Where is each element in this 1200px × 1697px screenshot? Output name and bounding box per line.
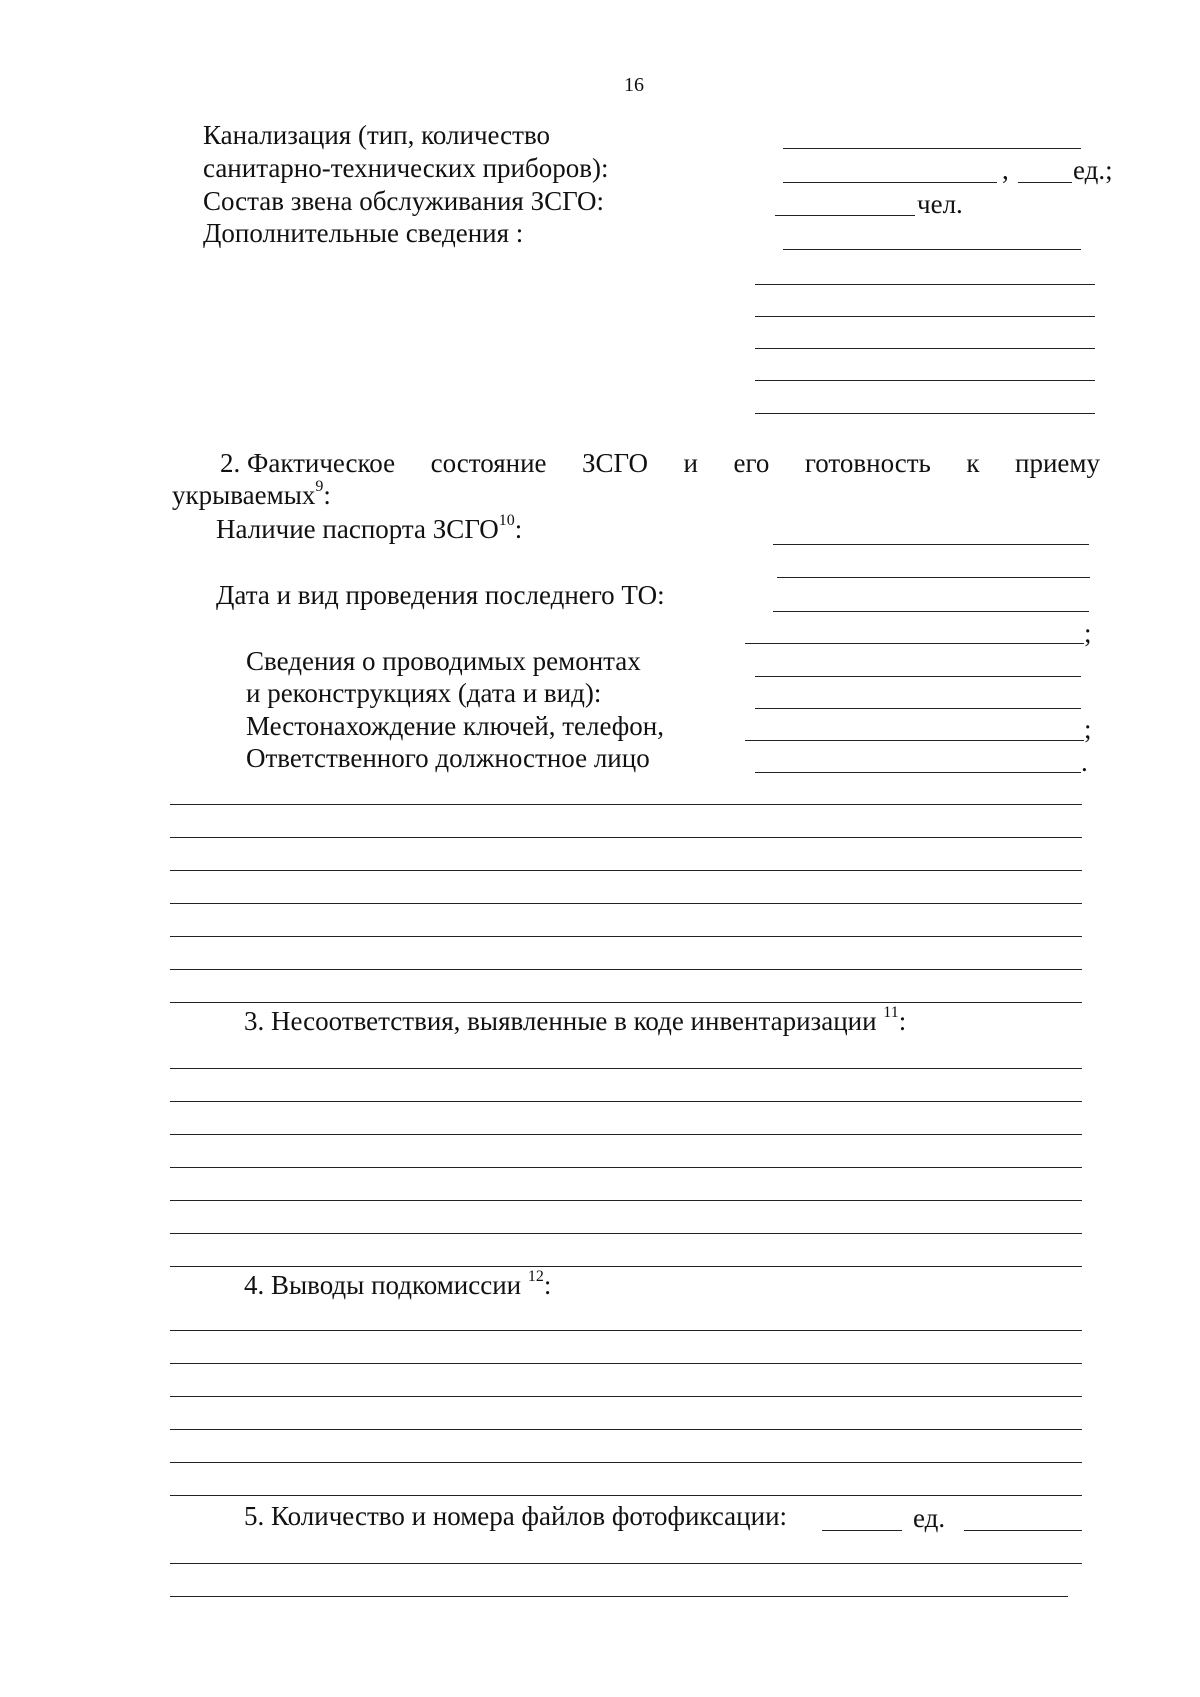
extra-info-blank[interactable]: [755, 348, 1095, 349]
section2-heading-word: ЗСГО: [582, 448, 648, 478]
sewer-comma: ,: [1002, 155, 1009, 185]
notes-line[interactable]: [170, 903, 1082, 904]
repairs-label-line1: Сведения о проводимых ремонтах: [246, 646, 641, 676]
sewer-label-line2: санитарно-технических приборов):: [203, 153, 609, 183]
section3-heading: [244, 1006, 906, 1036]
sewer-devices-blank[interactable]: [783, 182, 997, 183]
notes-line[interactable]: [170, 804, 1082, 805]
conclusions-line[interactable]: [170, 1429, 1082, 1430]
passport-colon: :: [514, 514, 523, 544]
mismatch-line[interactable]: [170, 1200, 1082, 1201]
section4-heading-text: 4. Выводы подкомиссии: [244, 1270, 522, 1300]
last-maintenance-blank[interactable]: [773, 611, 1089, 612]
footnote-ref: 9: [315, 478, 324, 495]
section3-heading-text: 3. Несоответствия, выявленные в коде инвентаризации: [244, 1006, 877, 1036]
responsible-person-blank[interactable]: [755, 772, 1081, 773]
passport-label: [216, 514, 522, 544]
notes-line[interactable]: [170, 936, 1082, 937]
notes-line[interactable]: [170, 1002, 1082, 1003]
extra-info-blank[interactable]: [783, 249, 1081, 250]
repairs-blank[interactable]: [755, 708, 1081, 709]
extra-info-blank[interactable]: [755, 316, 1095, 317]
notes-line[interactable]: [170, 837, 1082, 838]
mismatch-line[interactable]: [170, 1134, 1082, 1135]
keys-location-end: ;: [1084, 714, 1092, 744]
crew-unit: чел.: [917, 189, 963, 219]
section2-heading-word: к: [966, 448, 980, 478]
sewer-unit: ед.;: [1073, 155, 1113, 185]
mismatch-line[interactable]: [170, 1233, 1082, 1234]
passport-blank[interactable]: [773, 544, 1089, 545]
responsible-person-end: .: [1081, 747, 1088, 777]
footnote-ref: 12: [527, 1268, 544, 1285]
photo-count-blank[interactable]: [822, 1530, 902, 1531]
sewer-count-blank[interactable]: [1018, 182, 1072, 183]
repairs-label-line2: и реконструкциях (дата и вид):: [246, 678, 602, 708]
extra-info-blank[interactable]: [755, 413, 1095, 414]
section2-heading-word: состояние: [430, 448, 547, 478]
section4-colon: :: [543, 1270, 552, 1300]
sewer-type-blank[interactable]: [783, 148, 1081, 149]
section2-heading-continued: [172, 480, 331, 510]
responsible-person-label: Ответственного должностное лицо: [246, 743, 650, 773]
sewer-label-line1: Канализация (тип, количество: [203, 120, 551, 150]
heading-cont-text: укрываемых: [172, 480, 316, 510]
notes-line[interactable]: [170, 870, 1082, 871]
passport-blank[interactable]: [777, 577, 1090, 578]
footnote-ref: 10: [498, 512, 515, 529]
section2-heading-word: готовность: [804, 448, 931, 478]
section5-heading: 5. Количество и номера файлов фотофиксации:: [244, 1501, 788, 1531]
notes-line[interactable]: [170, 969, 1082, 970]
photo-files-line[interactable]: [170, 1596, 1068, 1597]
repairs-blank[interactable]: [755, 676, 1081, 677]
conclusions-line[interactable]: [170, 1363, 1082, 1364]
last-maintenance-label: Дата и вид проведения последнего ТО:: [216, 580, 665, 610]
mismatch-line[interactable]: [170, 1101, 1082, 1102]
section2-heading: [220, 448, 1100, 478]
page-number: 16: [624, 74, 644, 96]
conclusions-line[interactable]: [170, 1462, 1082, 1463]
extra-info-blank[interactable]: [755, 284, 1095, 285]
section4-heading: [244, 1270, 551, 1300]
last-maintenance-blank[interactable]: [745, 643, 1084, 644]
crew-count-blank[interactable]: [775, 215, 915, 216]
keys-location-blank[interactable]: [745, 740, 1084, 741]
footnote-ref: 11: [883, 1004, 899, 1021]
photo-files-line[interactable]: [170, 1563, 1082, 1564]
mismatch-line[interactable]: [170, 1167, 1082, 1168]
conclusions-line[interactable]: [170, 1396, 1082, 1397]
section2-heading-word: его: [733, 448, 770, 478]
section2-heading-word: приему: [1015, 448, 1100, 478]
photo-files-blank[interactable]: [964, 1530, 1082, 1531]
keys-location-label: Местонахождение ключей, телефон,: [246, 711, 664, 741]
section3-colon: :: [898, 1006, 907, 1036]
mismatch-line[interactable]: [170, 1266, 1082, 1267]
mismatch-line[interactable]: [170, 1068, 1082, 1069]
conclusions-line[interactable]: [170, 1495, 1082, 1496]
section2-heading-word: и: [683, 448, 698, 478]
crew-label: Состав звена обслуживания ЗСГО:: [203, 186, 605, 216]
passport-label-text: Наличие паспорта ЗСГО: [216, 514, 499, 544]
photo-count-unit: ед.: [913, 1503, 946, 1533]
section2-heading-word: 2. Фактическое: [220, 448, 396, 478]
heading-colon: :: [323, 480, 331, 510]
conclusions-line[interactable]: [170, 1330, 1082, 1331]
last-maintenance-end: ;: [1084, 618, 1092, 648]
extra-info-label: Дополнительные сведения :: [203, 218, 524, 248]
extra-info-blank[interactable]: [755, 380, 1095, 381]
